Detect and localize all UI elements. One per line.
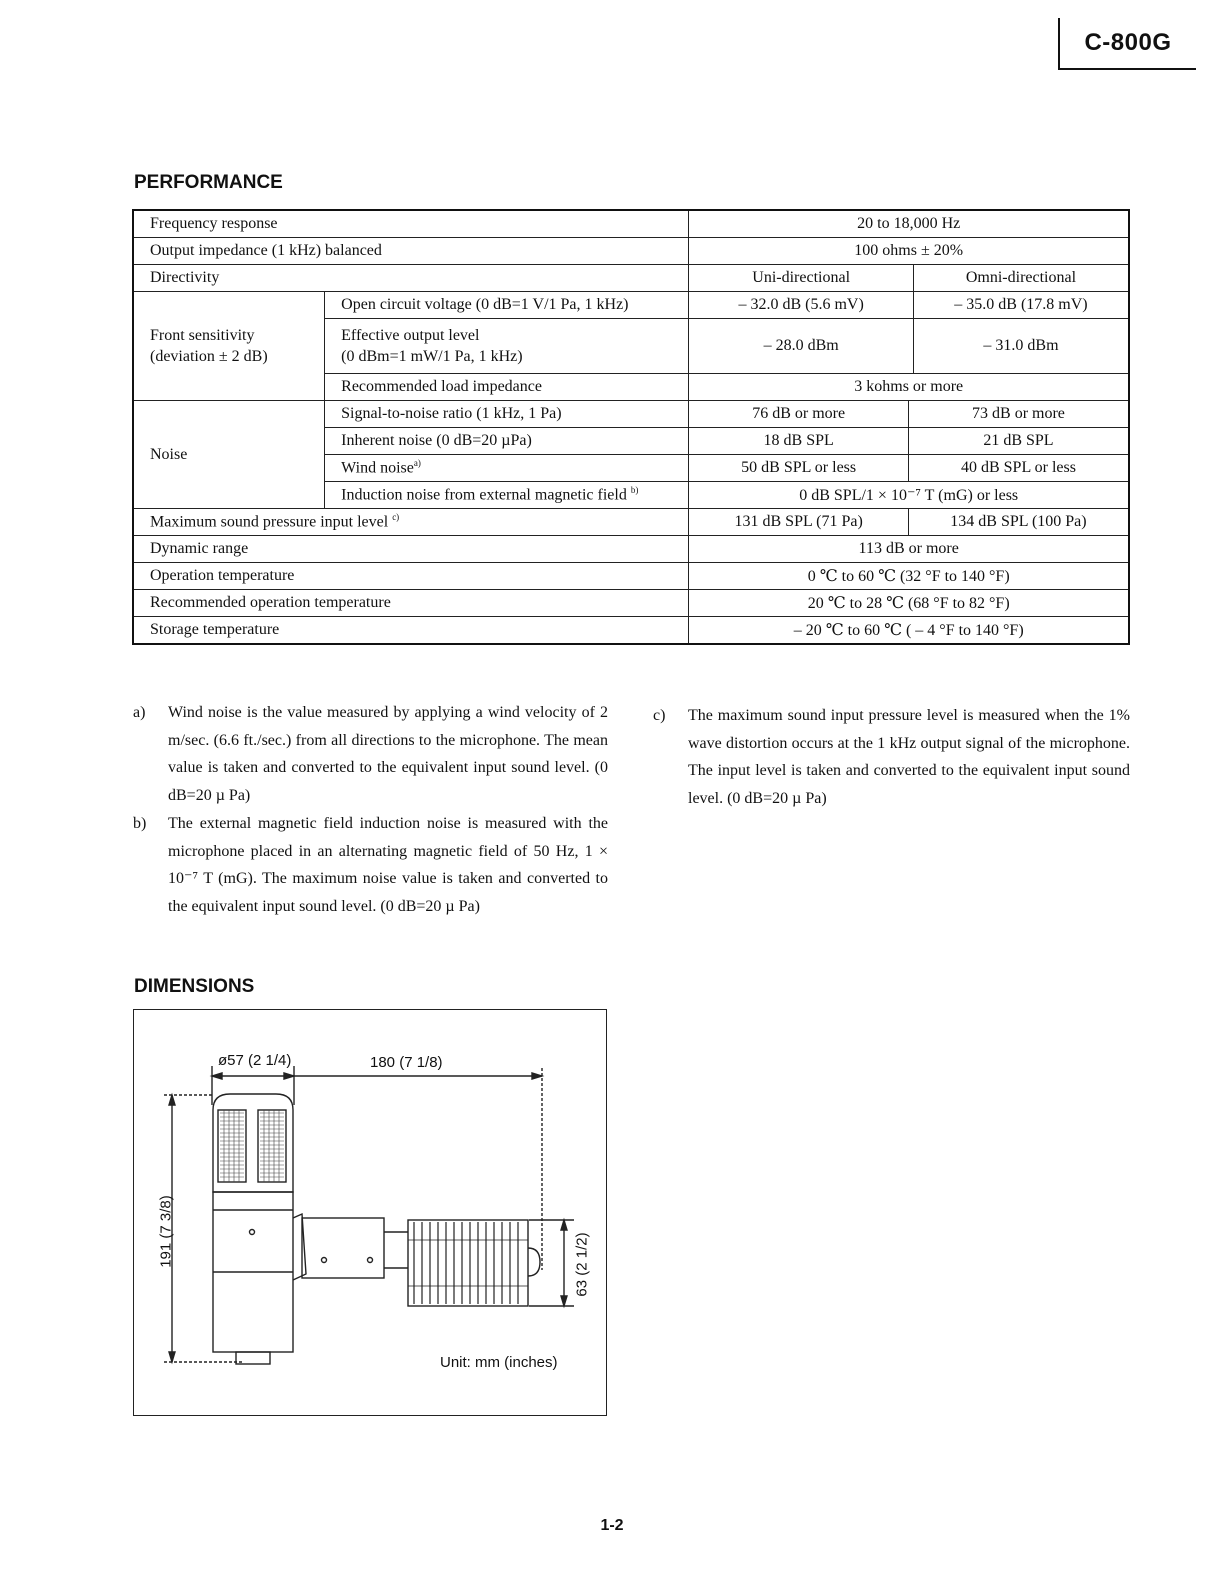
uni-value: 18 dB SPL [689,428,909,455]
table-row [133,238,1129,265]
dimensions-title: DIMENSIONS [134,976,255,997]
performance-title: PERFORMANCE [134,172,283,193]
adapter-end [528,1248,540,1276]
footnote-tag: b) [133,815,147,832]
row-value: 3 kohms or more [689,374,1129,401]
row-value: 113 dB or more [689,536,1129,563]
row-value: 20 ℃ to 28 ℃ (68 °F to 82 °F) [689,590,1129,617]
omni-value: 73 dB or more [908,401,1129,428]
omni-value: 21 dB SPL [908,428,1129,455]
row-label: Frequency response [133,210,689,238]
performance-table [132,209,1130,645]
uni-value: 76 dB or more [689,401,909,428]
uni-value: – 28.0 dBm [689,319,914,374]
row-value: 100 ohms ± 20% [689,238,1129,265]
footnote-text: Wind noise is the value measured by applying a wind velocity of 2 m/sec. (6.6 ft./sec.) from all directions to the microphone. The mean value is taken and converted to the equivalent input sound level. (0 dB=20 µ Pa) [168,704,608,804]
front-label-line1: Front sensitivity [150,327,255,344]
row-label: Output impedance (1 kHz) balanced [133,238,689,265]
uni-value: 131 dB SPL (71 Pa) [689,509,909,536]
row-label: Recommended load impedance [325,374,689,401]
row-value: 20 to 18,000 Hz [689,210,1129,238]
noise-label: Noise [133,401,325,509]
table-row [133,563,1129,590]
uni-value: 50 dB SPL or less [689,455,909,482]
mount-arm [302,1218,384,1278]
table-row [133,292,1129,319]
table-row [133,265,1129,292]
footnote-marker: b) [630,485,639,496]
row-label [133,509,689,536]
footnote-text: The external magnetic field induction noise is measured with the microphone placed in an alternating magnetic field of 50 Hz, 1 × 10⁻⁷ T (mG). The maximum noise value is taken and converted to the equivalent input sound level. (0 dB=20 µ Pa) [168,815,608,915]
row-value: – 20 ℃ to 60 ℃ ( – 4 °F to 140 °F) [689,617,1129,645]
row-label: Directivity [133,265,689,292]
table-row [133,509,1129,536]
omni-header: Omni-directional [913,265,1129,292]
height-label: 191 (7 3/8) [157,1195,175,1268]
page-number: 1-2 [600,1517,624,1534]
footnote-text: The maximum sound input pressure level is measured when the 1% wave distortion occurs at the 1 kHz output signal of the microphone. The input level is taken and converted to the equivalent input sound level. (0 dB=20 µ Pa) [688,707,1130,807]
diameter-label: ø57 (2 1/4) [218,1052,292,1069]
front-label-line2: (deviation ± 2 dB) [150,348,268,365]
omni-value: – 35.0 dB (17.8 mV) [913,292,1129,319]
footnote-a [133,699,608,809]
footnote-b [133,810,608,920]
table-row [133,536,1129,563]
dimensions-figure [133,1009,607,1416]
omni-value: 40 dB SPL or less [908,455,1129,482]
model-number: C-800G [1084,29,1172,56]
footnote-c [653,702,1130,812]
table-row [133,401,1129,428]
effective-output-label [325,319,689,374]
row-label [325,482,689,509]
footnote-tag: c) [653,707,666,724]
max-spl-label: Maximum sound pressure input level [150,513,389,531]
row-label: Signal-to-noise ratio (1 kHz, 1 Pa) [325,401,689,428]
omni-value: 134 dB SPL (100 Pa) [908,509,1129,536]
row-label [325,455,689,482]
row-value: 0 ℃ to 60 ℃ (32 °F to 140 °F) [689,563,1129,590]
footnote-marker: c) [392,512,400,523]
effective-label-line1: Effective output level [341,327,480,344]
footnote-tag: a) [133,704,146,721]
footnote-marker: a) [413,458,421,469]
table-row [133,210,1129,238]
row-label: Recommended operation temperature [133,590,689,617]
omni-value: – 31.0 dBm [913,319,1129,374]
table-row [133,617,1129,645]
unit-label: Unit: mm (inches) [440,1354,558,1371]
induction-noise-label: Induction noise from external magnetic field [341,486,627,504]
front-sensitivity-label [133,292,325,401]
row-label: Operation temperature [133,563,689,590]
microphone-head [213,1094,293,1192]
table-row [133,590,1129,617]
uni-header: Uni-directional [689,265,914,292]
row-label: Open circuit voltage (0 dB=1 V/1 Pa, 1 kHz) [325,292,689,319]
mount-clamp [293,1214,306,1280]
row-label: Storage temperature [133,617,689,645]
uni-value: – 32.0 dB (5.6 mV) [689,292,914,319]
wind-noise-label: Wind noise [341,459,414,477]
length-label: 180 (7 1/8) [370,1054,443,1071]
row-label: Dynamic range [133,536,689,563]
model-header [1058,18,1196,70]
row-value: 0 dB SPL/1 × 10⁻⁷ T (mG) or less [689,482,1129,509]
depth-label: 63 (2 1/2) [573,1232,591,1297]
effective-label-line2: (0 dBm=1 mW/1 Pa, 1 kHz) [341,348,523,365]
row-label: Inherent noise (0 dB=20 µPa) [325,428,689,455]
